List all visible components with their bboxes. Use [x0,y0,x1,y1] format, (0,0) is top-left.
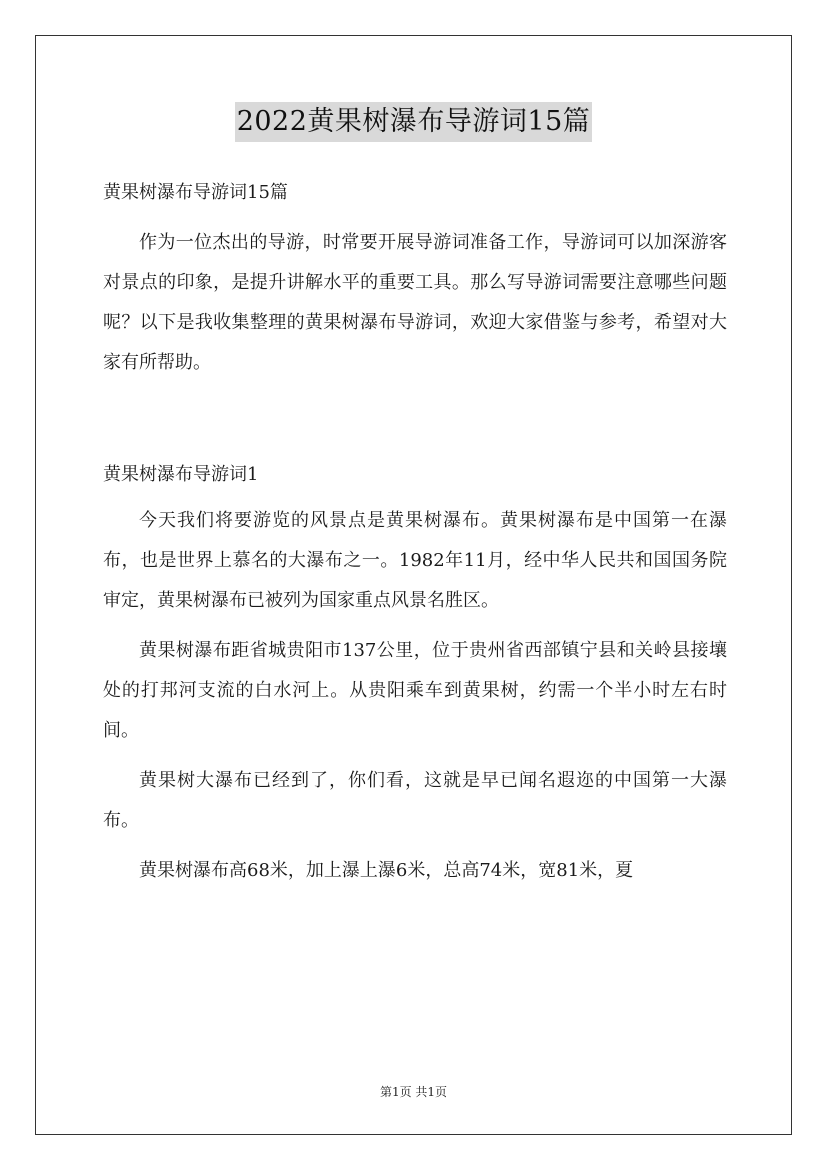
paragraph: 黄果树大瀑布已经到了，你们看，这就是早已闻名遐迩的中国第一大瀑布。 [103,770,727,831]
intro-paragraph: 作为一位杰出的导游，时常要开展导游词准备工作，导游词可以加深游客对景点的印象，是提升讲解水平的重要工具。那么写导游词需要注意哪些问题呢？以下是我收集整理的黄果树瀑布导游词，欢迎大家借鉴与参考，希望对大家有所帮助。 [103,232,727,373]
paragraph: 今天我们将要游览的风景点是黄果树瀑布。黄果树瀑布是中国第一在瀑布，也是世界上慕名的大瀑布之一。1982年11月，经中华人民共和国国务院审定，黄果树瀑布已被列为国家重点风景名胜区。 [103,510,727,611]
page-footer: 第1页 共1页 [379,1085,448,1099]
paragraph: 黄果树瀑布距省城贵阳市137公里，位于贵州省西部镇宁县和关岭县接壤处的打邦河支流的白水河上。从贵阳乘车到黄果树，约需一个半小时左右时间。 [103,640,727,741]
section-heading-1: 黄果树瀑布导游词1 [103,464,259,485]
subtitle: 黄果树瀑布导游词15篇 [103,182,288,203]
paragraph: 黄果树瀑布高68米，加上瀑上瀑6米，总高74米，宽81米，夏 [139,860,634,881]
document-body [103,173,727,901]
title-container [0,102,827,142]
document-title: 2022黄果树瀑布导游词15篇 [235,102,593,142]
